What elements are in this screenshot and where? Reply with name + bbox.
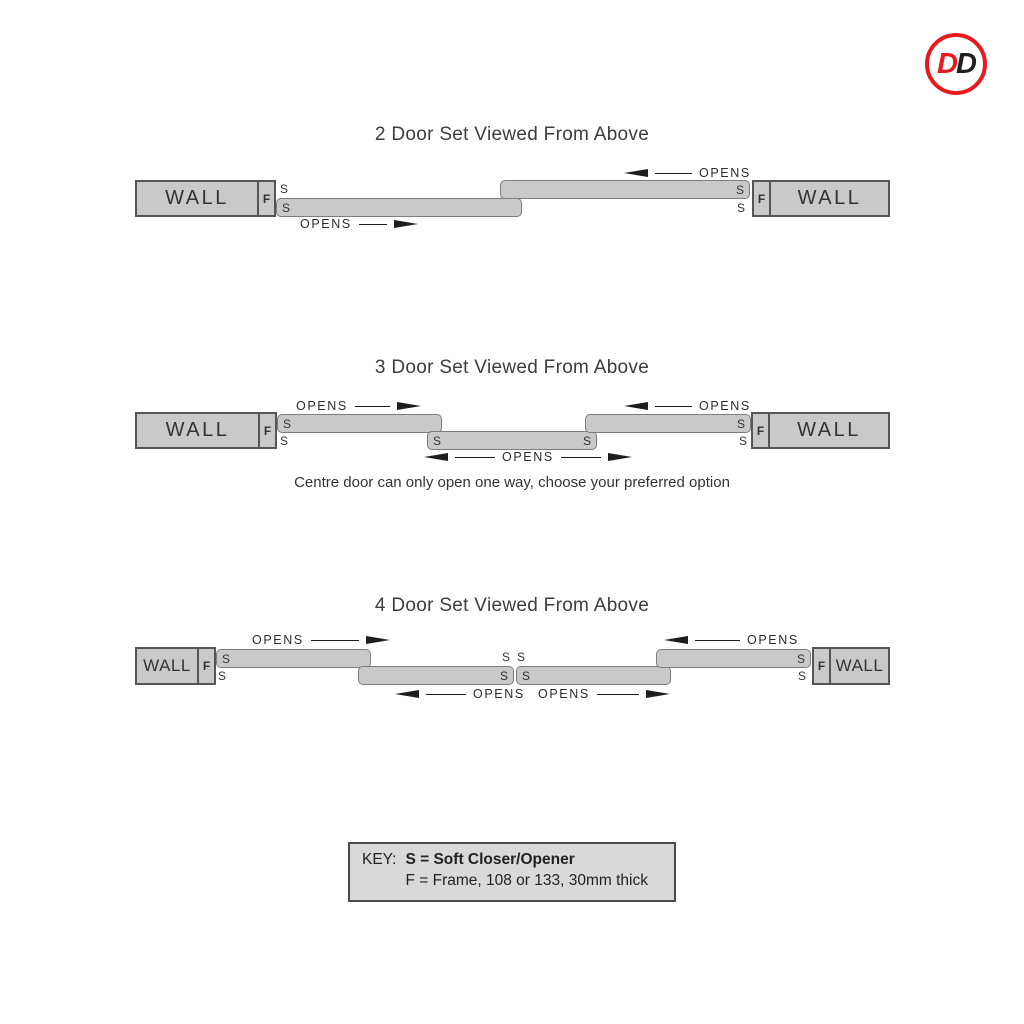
opens-label: OPENS — [699, 166, 751, 180]
door-inner-left — [358, 666, 514, 685]
soft-closer-label: S — [218, 669, 227, 683]
opens-label: OPENS — [473, 687, 525, 701]
arrow-line — [426, 694, 466, 695]
centre-door-note: Centre door can only open one way, choose your preferred option — [294, 474, 730, 491]
opens-label: OPENS — [300, 217, 352, 231]
soft-closer-label: S — [517, 650, 526, 664]
opens-label: OPENS — [538, 687, 590, 701]
door-left — [276, 198, 522, 217]
frame-label: F — [754, 182, 771, 215]
three-door-title: 3 Door Set Viewed From Above — [374, 357, 650, 378]
wall-right — [752, 180, 890, 217]
soft-closer-label: S — [796, 651, 805, 666]
wall-label: WALL — [165, 419, 230, 441]
arrow-head-left-icon — [664, 636, 688, 644]
arrow-line — [455, 457, 495, 458]
arrow-head-left-icon — [424, 453, 448, 461]
logo-letter-d2: D — [956, 47, 975, 80]
arrow-line — [597, 694, 639, 695]
soft-closer-label: S — [739, 434, 748, 448]
arrow-head-left-icon — [395, 690, 419, 698]
soft-closer-label: S — [582, 433, 591, 448]
opens-arrow-left — [624, 166, 751, 180]
wall-left — [135, 647, 216, 685]
opens-arrow-left — [624, 399, 751, 413]
wall-label: WALL — [797, 419, 861, 441]
opens-arrow-left — [664, 633, 799, 647]
arrow-line — [359, 224, 387, 225]
frame-label: F — [257, 182, 274, 215]
wall-label: WALL — [143, 656, 191, 675]
door-centre — [427, 431, 597, 450]
arrow-head-right-icon — [366, 636, 390, 644]
logo-letter-d1: D — [937, 47, 956, 80]
soft-closer-label: S — [280, 434, 289, 448]
soft-closer-label: S — [283, 416, 292, 431]
opens-label: OPENS — [699, 399, 751, 413]
opens-label: OPENS — [502, 450, 554, 464]
frame-label: F — [197, 649, 214, 683]
door-right — [585, 414, 751, 433]
dd-logo — [925, 33, 987, 95]
opens-arrow-right — [252, 633, 390, 647]
soft-closer-label: S — [737, 201, 746, 215]
wall-label: WALL — [797, 187, 862, 209]
arrow-line — [311, 640, 359, 641]
door-left — [277, 414, 442, 433]
key-frame-entry: F = Frame, 108 or 133, 30mm thick — [405, 871, 648, 889]
wall-label: WALL — [835, 656, 884, 675]
soft-closer-label: S — [798, 669, 807, 683]
soft-closer-label: S — [735, 182, 744, 197]
opens-label: OPENS — [296, 399, 348, 413]
opens-arrow-right — [300, 217, 418, 231]
arrow-head-right-icon — [646, 690, 670, 698]
wall-left — [135, 180, 276, 217]
soft-closer-label: S — [502, 650, 511, 664]
arrow-head-right-icon — [608, 453, 632, 461]
opens-arrow-both — [424, 450, 632, 464]
wall-left — [135, 412, 277, 449]
wall-label: WALL — [165, 187, 229, 209]
key-heading: KEY: — [362, 851, 397, 868]
door-outer-left — [216, 649, 371, 668]
arrow-line — [655, 173, 692, 174]
arrow-head-right-icon — [397, 402, 421, 410]
arrow-line — [655, 406, 692, 407]
frame-label: F — [258, 414, 275, 447]
soft-closer-label: S — [222, 651, 231, 666]
soft-closer-label: S — [736, 416, 745, 431]
key-soft-closer-entry: S = Soft Closer/Opener — [405, 851, 575, 868]
arrow-head-left-icon — [624, 402, 648, 410]
soft-closer-label: S — [280, 182, 289, 196]
arrow-line — [355, 406, 390, 407]
soft-closer-label: S — [282, 200, 291, 215]
two-door-title: 2 Door Set Viewed From Above — [374, 124, 650, 145]
soft-closer-label: S — [433, 433, 442, 448]
door-inner-right — [516, 666, 671, 685]
door-right — [500, 180, 750, 199]
opens-label: OPENS — [252, 633, 304, 647]
arrow-line — [695, 640, 740, 641]
opens-arrow-right — [538, 687, 670, 701]
key-box — [348, 842, 676, 902]
wall-right — [812, 647, 890, 685]
door-outer-right — [656, 649, 811, 668]
wall-right — [751, 412, 890, 449]
arrow-head-right-icon — [394, 220, 418, 228]
frame-label: F — [814, 649, 831, 683]
arrow-head-left-icon — [624, 169, 648, 177]
arrow-line — [561, 457, 601, 458]
opens-arrow-right — [296, 399, 421, 413]
soft-closer-label: S — [499, 668, 508, 683]
opens-arrow-left — [395, 687, 525, 701]
opens-label: OPENS — [747, 633, 799, 647]
four-door-title: 4 Door Set Viewed From Above — [374, 595, 650, 616]
soft-closer-label: S — [522, 668, 531, 683]
frame-label: F — [753, 414, 770, 447]
